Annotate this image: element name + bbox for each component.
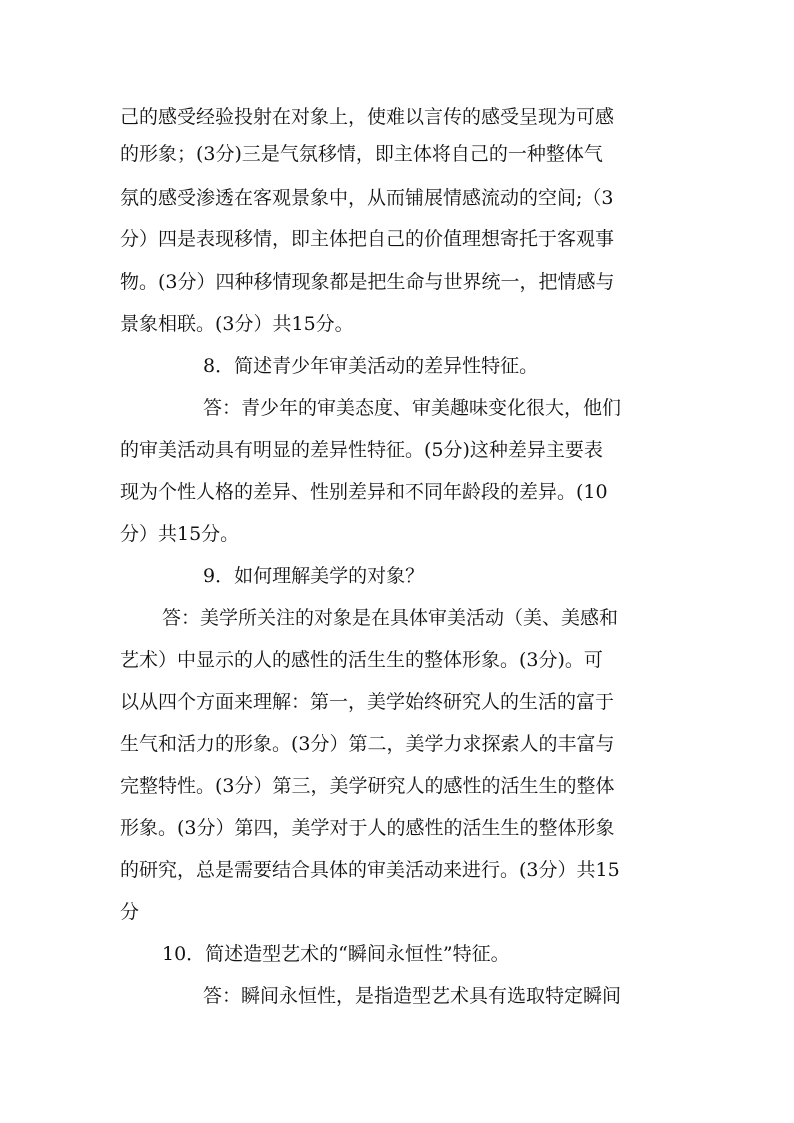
answer-9-line-5: 完整特性。(3分）第三，美学研究人的感性的活生生的整体	[120, 775, 615, 797]
text-line-1: 己的感受经验投射在对象上，使难以言传的感受呈现为可感	[120, 106, 615, 128]
text-line-6: 景象相联。(3分）共15分。	[120, 313, 354, 335]
answer-9-line-6: 形象。(3分）第四，美学对于人的感性的活生生的整体形象	[120, 817, 615, 839]
question-9-heading: 9．如何理解美学的对象？	[203, 565, 425, 587]
text-line-4: 分）四是表现移情，即主体把自己的价值理想寄托于客观事	[120, 228, 615, 250]
question-8-heading: 8．简述青少年审美活动的差异性特征。	[203, 355, 539, 377]
answer-8-line-2: 的审美活动具有明显的差异性特征。(5分)这种差异主要表	[120, 439, 603, 461]
answer-9-line-1: 答：美学所关注的对象是在具体审美活动（美、美感和	[162, 607, 619, 629]
answer-9-line-7: 的研究，总是需要结合具体的审美活动来进行。(3分）共15	[120, 859, 620, 881]
answer-8-line-4: 分）共15分。	[120, 523, 240, 545]
answer-9-line-4: 生气和活力的形象。(3分）第二，美学力求探索人的丰富与	[120, 733, 615, 755]
question-10-heading: 10．简述造型艺术的“瞬间永恒性”特征。	[162, 943, 510, 965]
text-line-2: 的形象；(3分)三是气氛移情，即主体将自己的一种整体气	[120, 143, 603, 165]
text-line-3: 氛的感受渗透在客观景象中，从而铺展情感流动的空间;（3	[120, 187, 614, 209]
answer-10-line-1: 答：瞬间永恒性，是指造型艺术具有选取特定瞬间	[203, 985, 622, 1007]
answer-9-line-8: 分	[120, 901, 140, 923]
answer-9-line-2: 艺术）中显示的人的感性的活生生的整体形象。(3分)。可	[120, 649, 603, 671]
answer-9-line-3: 以从四个方面来理解：第一，美学始终研究人的生活的富于	[120, 691, 615, 713]
text-line-5: 物。(3分）四种移情现象都是把生命与世界统一，把情感与	[120, 271, 615, 293]
answer-8-line-3: 现为个性人格的差异、性别差异和不同年龄段的差异。(10	[120, 481, 608, 503]
answer-8-line-1: 答：青少年的审美态度、审美趣味变化很大，他们	[203, 397, 622, 419]
